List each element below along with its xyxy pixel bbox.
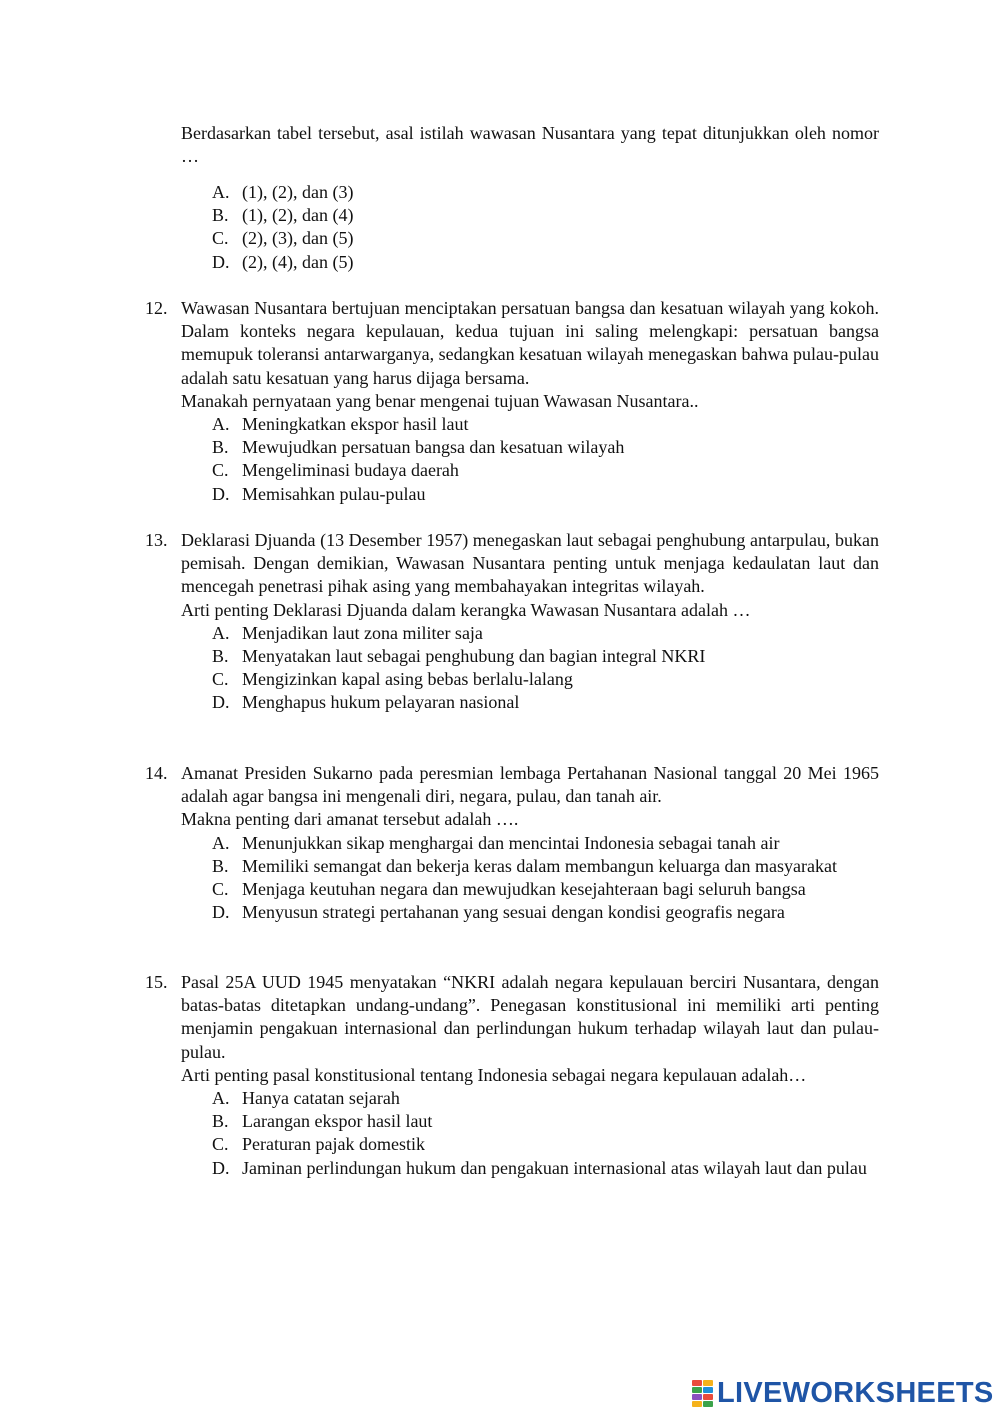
- logo-block: [692, 1401, 702, 1407]
- intro-option-d[interactable]: [212, 251, 872, 274]
- option-letter: C.: [212, 1134, 229, 1155]
- option-c[interactable]: [212, 668, 879, 691]
- option-letter: D.: [212, 483, 230, 504]
- option-c[interactable]: [212, 1133, 879, 1156]
- option-letter: D.: [212, 1157, 230, 1178]
- option-text: (1), (2), dan (4): [242, 205, 354, 226]
- logo-block: [703, 1387, 713, 1393]
- question-prompt: Makna penting dari amanat tersebut adalah ….: [181, 809, 519, 830]
- option-a[interactable]: [212, 1087, 879, 1110]
- option-a[interactable]: [212, 413, 879, 436]
- option-letter: C.: [212, 228, 229, 249]
- option-letter: B.: [212, 855, 229, 876]
- option-letter: B.: [212, 1111, 229, 1132]
- option-letter: B.: [212, 437, 229, 458]
- option-text: (1), (2), dan (3): [242, 182, 354, 202]
- question-13: [145, 529, 879, 715]
- question-passage: Wawasan Nusantara bertujuan menciptakan persatuan bangsa dan kesatuan wilayah yang kokoh. Dalam konteks negara kepulauan, kedua tujuan ini saling melengkapi: persatuan bangsa memupuk toleransi antarwarganya, sedangkan kesatuan wilayah menegaskan bahwa pulau-pulau adalah satu kesatuan yang harus dijaga bersama.: [181, 298, 879, 388]
- liveworksheets-logo-icon: [692, 1380, 713, 1406]
- option-letter: A.: [212, 182, 230, 202]
- intro-option-a[interactable]: [212, 181, 872, 204]
- option-letter: B.: [212, 646, 229, 667]
- option-a[interactable]: [212, 832, 879, 855]
- question-number: 12.: [145, 298, 168, 318]
- question-prompt: Arti penting Deklarasi Djuanda dalam kerangka Wawasan Nusantara adalah …: [181, 599, 751, 620]
- logo-block: [703, 1401, 713, 1407]
- liveworksheets-logo[interactable]: [692, 1373, 994, 1413]
- option-text: Mengizinkan kapal asing bebas berlalu-lalang: [242, 669, 573, 690]
- intro-options: [212, 181, 872, 274]
- option-text: Mengeliminasi budaya daerah: [242, 460, 459, 481]
- option-text: Hanya catatan sejarah: [242, 1088, 400, 1109]
- option-text: Menghapus hukum pelayaran nasional: [242, 692, 520, 713]
- option-b[interactable]: [212, 1110, 879, 1133]
- question-prompt: Arti penting pasal konstitusional tentang Indonesia sebagai negara kepulauan adalah…: [181, 1064, 807, 1085]
- option-text: (2), (3), dan (5): [242, 228, 354, 249]
- question-number: 14.: [145, 763, 168, 783]
- option-letter: A.: [212, 414, 230, 435]
- option-letter: A.: [212, 622, 230, 643]
- option-d[interactable]: [212, 691, 879, 714]
- option-text: Menjaga keutuhan negara dan mewujudkan kesejahteraan bagi seluruh bangsa: [242, 879, 806, 900]
- option-letter: D.: [212, 692, 230, 713]
- question-prompt: Manakah pernyataan yang benar mengenai tujuan Wawasan Nusantara..: [181, 390, 699, 411]
- question-14: [145, 762, 879, 924]
- question-15: [145, 971, 879, 1180]
- question-passage: Amanat Presiden Sukarno pada peresmian lembaga Pertahanan Nasional tanggal 20 Mei 1965 adalah agar bangsa ini mengenali diri, negara, pulau, dan tanah air.: [181, 763, 879, 807]
- option-text: Menjadikan laut zona militer saja: [242, 622, 483, 643]
- option-letter: C.: [212, 460, 229, 481]
- option-letter: A.: [212, 1088, 230, 1109]
- option-c[interactable]: [212, 878, 879, 901]
- logo-block: [692, 1394, 702, 1400]
- logo-block: [692, 1387, 702, 1393]
- option-b[interactable]: [212, 855, 879, 878]
- option-a[interactable]: [212, 622, 879, 645]
- option-text: (2), (4), dan (5): [242, 251, 354, 272]
- option-letter: A.: [212, 832, 230, 853]
- option-text: Meningkatkan ekspor hasil laut: [242, 414, 469, 435]
- intro-option-c[interactable]: [212, 227, 872, 250]
- intro-question-text: Berdasarkan tabel tersebut, asal istilah wawasan Nusantara yang tepat ditunjukkan oleh nomor …: [181, 123, 879, 167]
- question-passage: Deklarasi Djuanda (13 Desember 1957) menegaskan laut sebagai penghubung antarpulau, bukan pemisah. Dengan demikian, Wawasan Nusantara penting untuk menjaga kedaulatan laut dan mencegah penetrasi pihak asing yang membahayakan integritas wilayah.: [181, 530, 879, 597]
- option-text: Menyusun strategi pertahanan yang sesuai dengan kondisi geografis negara: [242, 902, 785, 923]
- option-text: Memiliki semangat dan bekerja keras dalam membangun keluarga dan masyarakat: [242, 855, 837, 876]
- logo-block: [703, 1380, 713, 1386]
- question-number: 15.: [145, 972, 168, 992]
- option-letter: C.: [212, 879, 229, 900]
- logo-block: [703, 1394, 713, 1400]
- option-text: Memisahkan pulau-pulau: [242, 483, 426, 504]
- question-12: [145, 297, 879, 506]
- option-b[interactable]: [212, 645, 879, 668]
- option-text: Mewujudkan persatuan bangsa dan kesatuan wilayah: [242, 437, 625, 458]
- option-text: Jaminan perlindungan hukum dan pengakuan internasional atas wilayah laut dan pulau: [242, 1157, 867, 1178]
- logo-block: [692, 1380, 702, 1386]
- option-c[interactable]: [212, 459, 879, 482]
- option-text: Menunjukkan sikap menghargai dan mencintai Indonesia sebagai tanah air: [242, 832, 780, 853]
- option-d[interactable]: [212, 901, 879, 924]
- brand-name: LIVEWORKSHEETS: [717, 1377, 994, 1409]
- option-text: Peraturan pajak domestik: [242, 1134, 425, 1155]
- question-number: 13.: [145, 530, 168, 550]
- question-passage: Pasal 25A UUD 1945 menyatakan “NKRI adalah negara kepulauan berciri Nusantara, dengan batas-batas ditetapkan undang-undang”. Penegasan konstitusional ini memiliki arti penting menjamin pengakuan internasional dan perlindungan hukum terhadap wilayah laut dan pulau-pulau.: [181, 972, 879, 1062]
- option-letter: C.: [212, 669, 229, 690]
- option-b[interactable]: [212, 436, 879, 459]
- option-d[interactable]: [212, 483, 879, 506]
- option-d[interactable]: [212, 1157, 879, 1180]
- option-letter: D.: [212, 251, 230, 272]
- option-text: Menyatakan laut sebagai penghubung dan bagian integral NKRI: [242, 646, 706, 667]
- intro-option-b[interactable]: [212, 204, 872, 227]
- option-letter: B.: [212, 205, 229, 226]
- option-text: Larangan ekspor hasil laut: [242, 1111, 433, 1132]
- option-letter: D.: [212, 902, 230, 923]
